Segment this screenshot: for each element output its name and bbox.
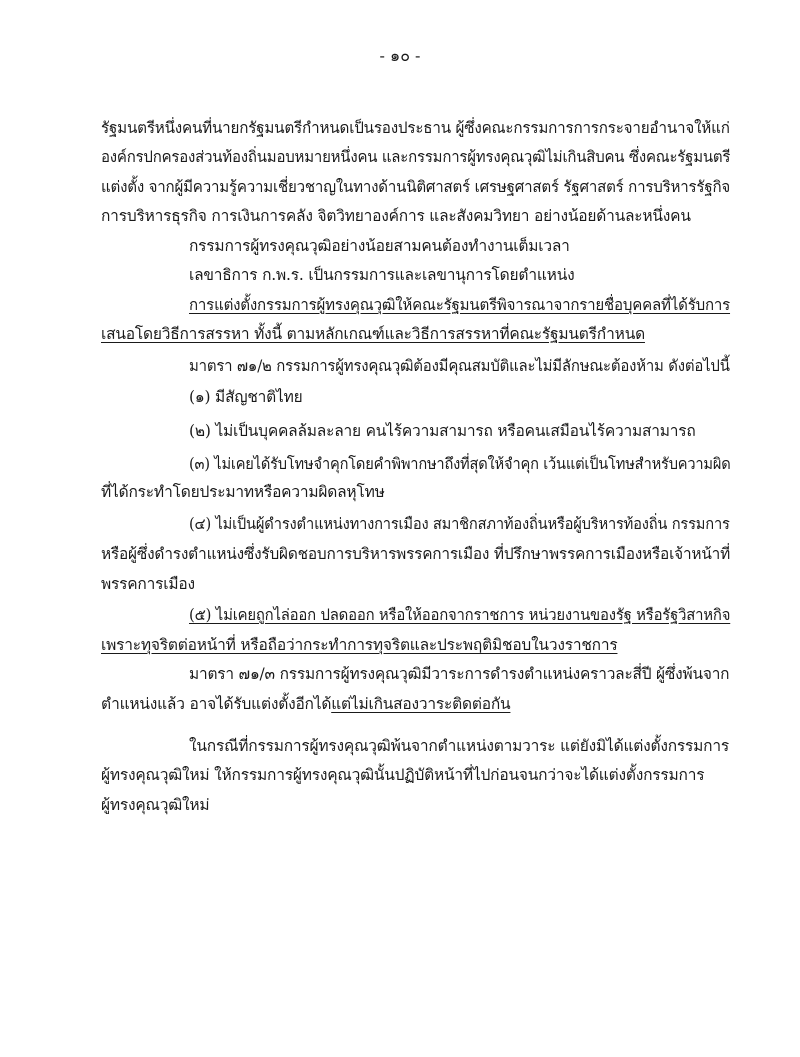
list-item-5: (๕) ไม่เคยถูกไล่ออก ปลดออก หรือให้ออกจากราชการ หน่วยงานของรัฐ หรือรัฐวิสาหกิจ [189, 606, 731, 624]
text-line: พรรคการเมือง [101, 575, 195, 593]
list-item-4: (๔) ไม่เป็นผู้ดำรงตำแหน่งทางการเมือง สมาชิกสภาท้องถิ่นหรือผู้บริหารท้องถิ่น กรรมการ [189, 515, 730, 533]
text-line: ผู้ทรงคุณวุฒิใหม่ [101, 796, 210, 814]
term-limit-underlined: แต่ไม่เกินสองวาระติดต่อกัน [331, 695, 511, 713]
underlined-text-line: เสนอโดยวิธีการสรรหา ทั้งนี้ ตามหลักเกณฑ์และวิธีการสรรหาที่คณะรัฐมนตรีกำหนด [101, 325, 645, 343]
text-line: ที่ได้กระทำโดยประมาทหรือความผิดลหุโทษ [101, 483, 385, 501]
underlined-text-line: เพราะทุจริตต่อหน้าที่ หรือถือว่ากระทำการทุจริตและประพฤติมิชอบในวงราชการ [101, 636, 618, 654]
text-line: แต่งตั้ง จากผู้มีความรู้ความเชี่ยวชาญในทางด้านนิติศาสตร์ เศรษฐศาสตร์ รัฐศาสตร์ การบริหารรัฐกิจ [101, 178, 731, 196]
section-71-3: มาตรา ๗๑/๓ กรรมการผู้ทรงคุณวุฒิมีวาระการดำรงตำแหน่งคราวละสี่ปี ผู้ซึ่งพ้นจาก [189, 665, 730, 683]
list-item-2: (๒) ไม่เป็นบุคคลล้มละลาย คนไร้ความสามารถ หรือคนเสมือนไร้ความสามารถ [189, 422, 696, 440]
list-item-1: (๑) มีสัญชาติไทย [189, 388, 303, 406]
text-line: กรรมการผู้ทรงคุณวุฒิอย่างน้อยสามคนต้องทำงานเต็มเวลา [189, 237, 570, 255]
text-line: หรือผู้ซึ่งดำรงตำแหน่งซึ่งรับผิดชอบการบริหารพรรคการเมือง ที่ปรึกษาพรรคการเมืองหรือเจ้าหน้าที่ [101, 545, 731, 563]
text-line [101, 694, 510, 714]
underlined-text-line: การแต่งตั้งกรรมการผู้ทรงคุณวุฒิให้คณะรัฐมนตรีพิจารณาจากรายชื่อบุคคลที่ได้รับการ [189, 296, 731, 314]
text-line: องค์กรปกครองส่วนท้องถิ่นมอบหมายหนึ่งคน และกรรมการผู้ทรงคุณวุฒิไม่เกินสิบคน ซึ่งคณะรัฐมนตรี [101, 148, 731, 166]
text-line: การบริหารธุรกิจ การเงินการคลัง จิตวิทยาองค์การ และสังคมวิทยา อย่างน้อยด้านละหนึ่งคน [101, 207, 691, 225]
page-number: - ๑๐ - [379, 46, 421, 65]
text-line: รัฐมนตรีหนึ่งคนที่นายกรัฐมนตรีกำหนดเป็นรองประธาน ผู้ซึ่งคณะกรรมการการกระจายอำนาจให้แก่ [101, 119, 730, 137]
text-line: ในกรณีที่กรรมการผู้ทรงคุณวุฒิพ้นจากตำแหน่งตามวาระ แต่ยังมิได้แต่งตั้งกรรมการ [189, 737, 729, 755]
section-71-2: มาตรา ๗๑/๒ กรรมการผู้ทรงคุณวุฒิต้องมีคุณสมบัติและไม่มีลักษณะต้องห้าม ดังต่อไปนี้ [189, 357, 730, 375]
term-text: ตำแหน่งแล้ว อาจได้รับแต่งตั้งอีกได้ [101, 695, 332, 713]
list-item-3: (๓) ไม่เคยได้รับโทษจำคุกโดยคำพิพากษาถึงที่สุดให้จำคุก เว้นแต่เป็นโทษสำหรับความผิด [189, 455, 731, 473]
text-line: ผู้ทรงคุณวุฒิใหม่ ให้กรรมการผู้ทรงคุณวุฒินั้นปฏิบัติหน้าที่ไปก่อนจนกว่าจะได้แต่งตั้งกรรมการ [101, 766, 705, 784]
text-line: เลขาธิการ ก.พ.ร. เป็นกรรมการและเลขานุการโดยตำแหน่ง [189, 266, 575, 284]
